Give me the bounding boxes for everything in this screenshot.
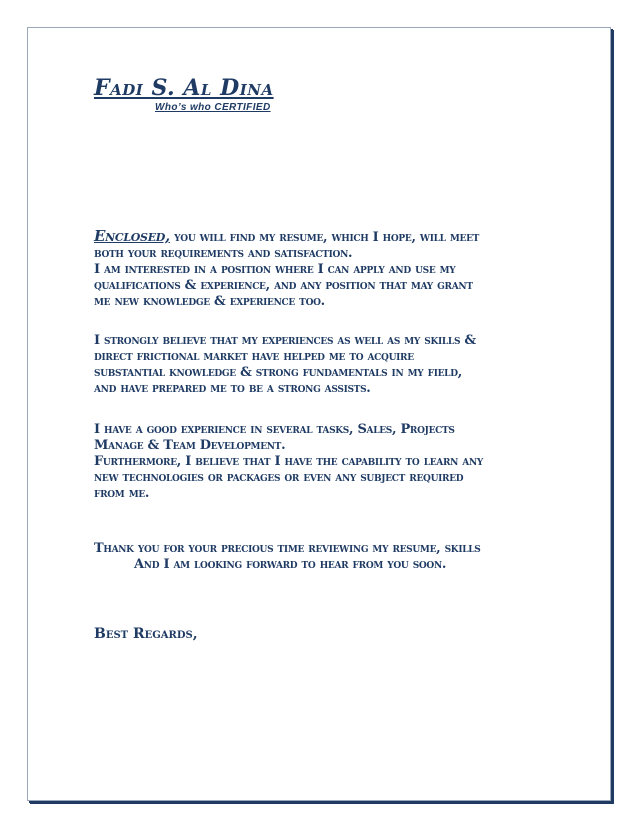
paragraph-line: I have a good experience in several tasks, Sales, Projects [94, 422, 455, 437]
paragraph-line: new technologies or packages or even any subject required [94, 470, 464, 485]
paragraph-enclosed [94, 228, 564, 310]
paragraph-line: me new knowledge & experience too. [94, 294, 325, 309]
paragraph-line [94, 228, 564, 246]
paragraph-line: both your requirements and satisfaction. [94, 246, 353, 261]
page-frame [27, 27, 611, 801]
paragraph-line: I am interested in a position where I can apply and use my [94, 262, 456, 277]
paragraph-skills [94, 422, 564, 502]
paragraph-line: I strongly believe that my experiences as well as my skills & [94, 333, 476, 348]
thank-you-line: Thank you for your precious time reviewing my resume, skills [94, 541, 481, 556]
paragraph-experience [94, 333, 564, 397]
paragraph-line: from me. [94, 486, 150, 501]
closing-salutation: Best Regards, [94, 626, 198, 642]
applicant-name: Fadi S. Al Dina [94, 75, 274, 101]
paragraph-lead-word: Enclosed, [94, 227, 170, 245]
certification-subtitle: Who’s who CERTIFIED [155, 102, 271, 113]
paragraph-line: and have prepared me to be a strong assists. [94, 381, 371, 396]
paragraph-line: substantial knowledge & strong fundamentals in my field, [94, 365, 462, 380]
thank-you-paragraph [94, 541, 564, 573]
thank-you-line: And I am looking forward to hear from you soon. [134, 557, 447, 572]
paragraph-line: direct frictional market have helped me to acquire [94, 349, 414, 364]
paragraph-line: qualifications & experience, and any position that may grant [94, 278, 473, 293]
paragraph-line: Furthermore, I believe that I have the capability to learn any [94, 454, 484, 469]
paragraph-line-text: you will find my resume, which I hope, will meet [169, 230, 480, 245]
paragraph-line: Manage & Team Development. [94, 438, 286, 453]
